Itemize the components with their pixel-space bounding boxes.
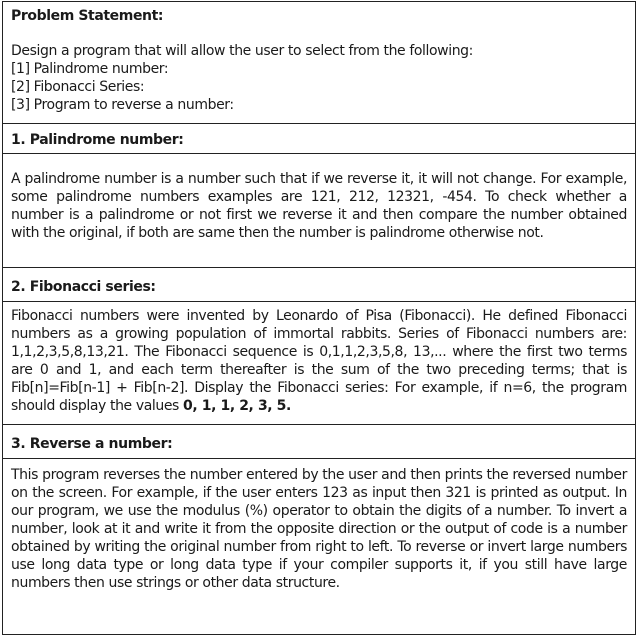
section2-body-cell (3, 301, 635, 424)
problem-table (2, 1, 636, 635)
problem-intro-block (11, 42, 627, 114)
section2-heading: 2. Fibonacci series: (11, 279, 156, 295)
section2-heading-cell (3, 267, 635, 301)
option-item: [2] Fibonacci Series: (11, 79, 145, 95)
section3-body-cell (3, 458, 635, 634)
fibonacci-values: 0, 1, 1, 2, 3, 5. (183, 398, 291, 414)
problem-intro: Design a program that will allow the user to select from the following: (11, 43, 473, 59)
option-item: [3] Program to reverse a number: (11, 97, 234, 113)
option-item: [1] Palindrome number: (11, 61, 169, 77)
problem-title: Problem Statement: (11, 8, 164, 24)
section2-body-block (11, 307, 627, 415)
section3-heading-cell (3, 424, 635, 458)
problem-statement-cell (3, 2, 635, 123)
section1-heading-cell (3, 123, 635, 153)
section3-heading: 3. Reverse a number: (11, 436, 173, 452)
section2-body: Fibonacci numbers were invented by Leonardo of Pisa (Fibonacci). He defined Fibonacci numbers as a growing population of immortal rabbits. Series of Fibonacci numbers are: 1,1,2,3,5,8,13,21. The Fibonacci sequence is 0,1,1,2,3,5,8, 13,... where the first two terms are 0 and 1, and each term thereafter is the sum of the two preceding terms; that is Fib[n]=Fib[n-1] + Fib[n-2]. Display the Fibonacci series: For example, if n=6, the program should display the values (11, 308, 627, 414)
section1-heading: 1. Palindrome number: (11, 132, 184, 148)
section1-body-cell (3, 153, 635, 267)
section1-body: A palindrome number is a number such that if we reverse it, it will not change. For example, some palindrome numbers examples are 121, 212, 12321, -454. To check whether a number is a palindrome or not first we reverse it and then compare the number obtained with the original, if both are same then the number is palindrome otherwise not. (11, 171, 627, 241)
section3-body: This program reverses the number entered by the user and then prints the reversed number on the screen. For example, if the user enters 123 as input then 321 is printed as output. In our program, we use the modulus (%) operator to obtain the digits of a number. To invert a number, look at it and write it from the opposite direction or the output of code is a number obtained by writing the original number from right to left. To reverse or invert large numbers use long data type or long data type if your compiler supports it, if you still have large numbers then use strings or other data structure. (11, 467, 627, 591)
